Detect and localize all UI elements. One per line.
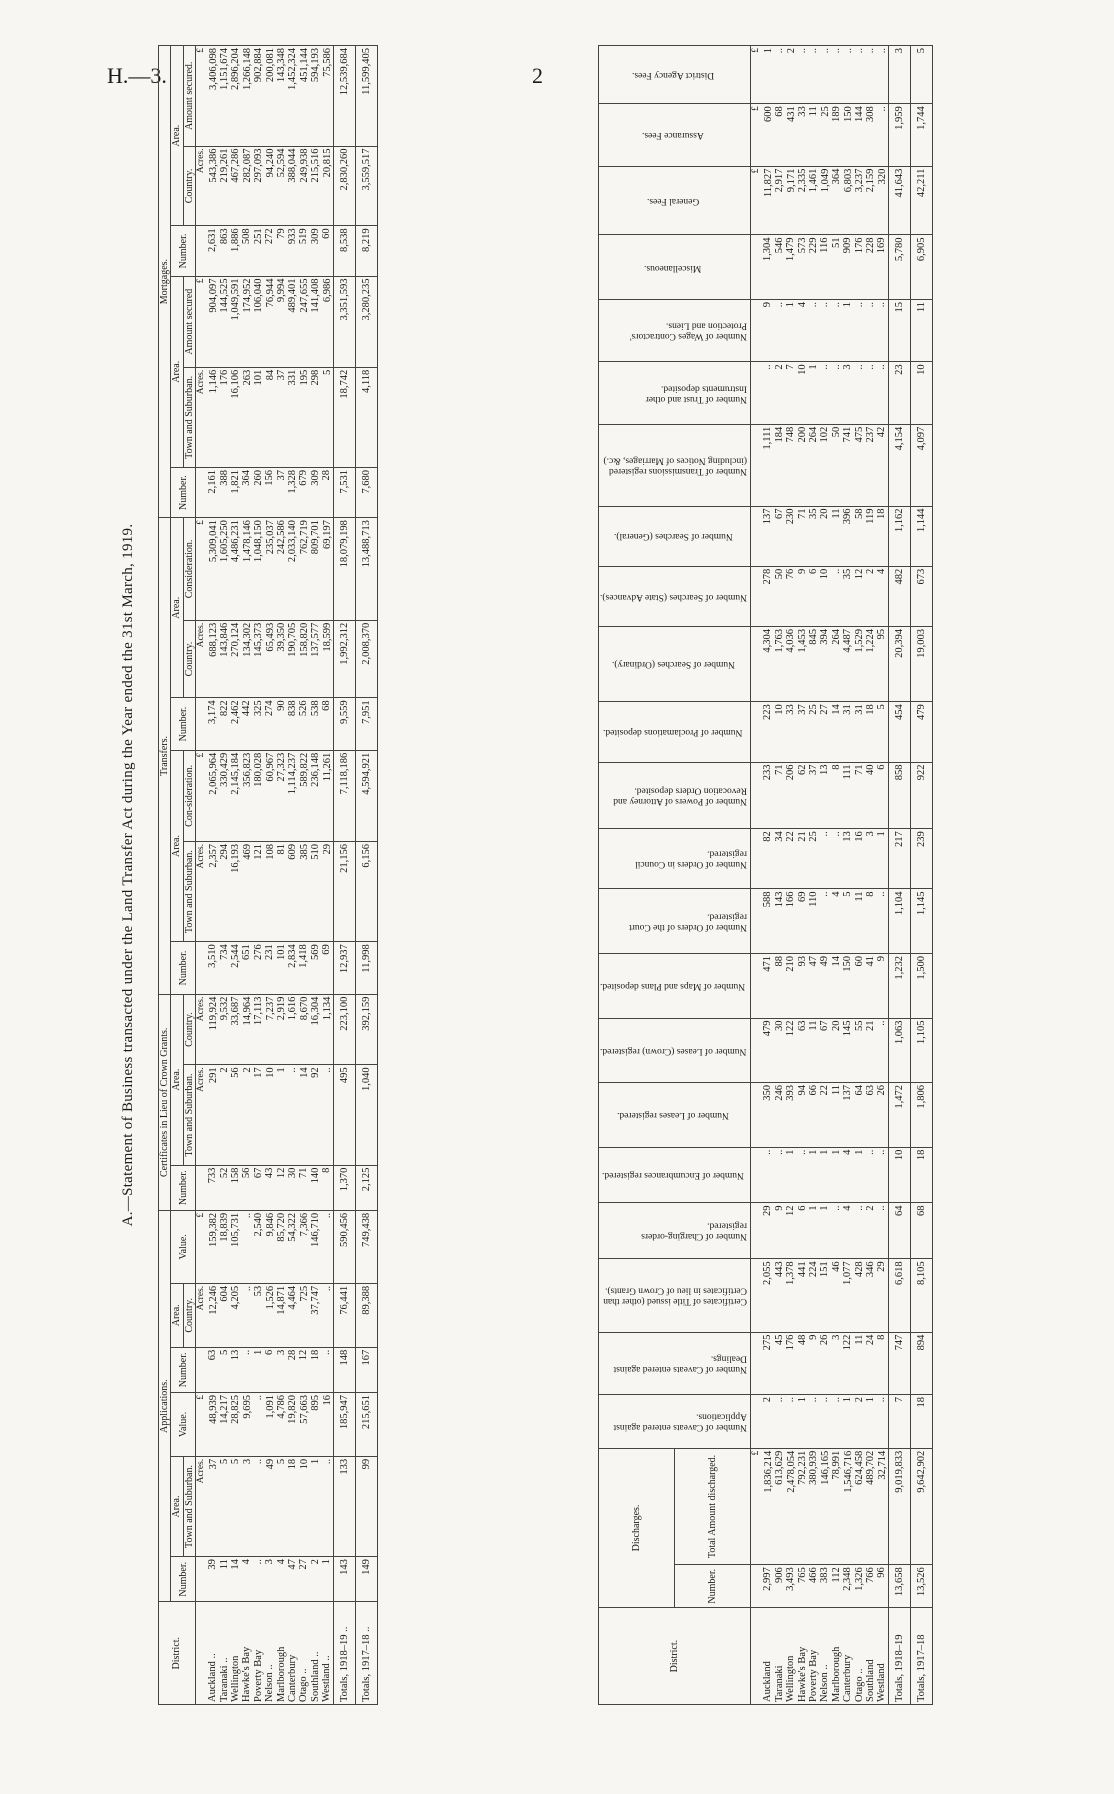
column-cell: 3,510 734 2,544 651 276 231 101 2,834 1,418 569 69 [196, 942, 334, 994]
column-cell: £ 11,827 2,917 9,171 2,335 1,461 1,049 364 6,803 3,237 2,159 320 [751, 166, 889, 235]
total-cell: 4,154 [889, 424, 911, 506]
tr-consideration2-header: Consideration. [183, 518, 195, 621]
discharge-number-header: Number. [675, 1565, 751, 1608]
col-header: Number of Orders of the Court registered. [599, 889, 751, 954]
total-cell: 9,642,902 [911, 1448, 933, 1564]
cert-area-header: Area. [171, 994, 183, 1165]
total-cell: 673 [911, 566, 933, 626]
col-header: Number of Wages Contractors' Protection and Liens. [599, 300, 751, 362]
col-header: Number of Searches (State Advances). [599, 566, 751, 626]
mo-number-header: Number. [171, 467, 196, 517]
column-cell: £ 5,309,041 1,605,250 4,486,231 1,478,146 1,048,150 235,037 242,586 2,033,140 762,719 809,701 69,197 [196, 518, 334, 621]
total-cell: 18 [911, 1147, 933, 1203]
district-header: District. [599, 1608, 751, 1705]
total-cell: 217 [889, 829, 911, 889]
column-cell: 63 5 13 .. 1 6 3 28 12 18 .. [196, 1347, 334, 1392]
app-area2-header: Area. [171, 1283, 183, 1347]
col-header: Number of Leases registered. [599, 1083, 751, 1148]
page-number: 2 [532, 63, 543, 88]
total-cell: 590,456 [334, 1210, 356, 1283]
col-header: Certificates of Title issued (other than Certificates in lieu of Crown Grants). [599, 1259, 751, 1332]
total-cell: 239 [911, 829, 933, 889]
column-cell: 29 9 12 6 1 1 .. 4 .. 2 .. [751, 1203, 889, 1259]
cert-town-header: Town and Suburban. [183, 1065, 195, 1165]
mo-town-header: Town and Suburban. [183, 367, 195, 467]
total-cell: 454 [889, 702, 911, 762]
column-cell: 278 50 76 9 6 10 .. 35 12 2 4 [751, 566, 889, 626]
app-country-header: Country. [183, 1283, 195, 1347]
total-cell: 6,156 [356, 841, 378, 941]
cert-number-header: Number. [171, 1165, 196, 1210]
app-number-header: Number. [171, 1557, 196, 1602]
transfer-statement-table [158, 45, 378, 1705]
total-cell: 10 [911, 362, 933, 424]
tr-town-header: Town and Suburban. [183, 841, 195, 941]
col-header: Number of Searches (Ordinary). [599, 627, 751, 702]
column-cell: £ 48,939 14,217 28,825 9,695 .. 1,091 4,786 19,820 57,663 895 16 [196, 1393, 334, 1457]
miscellaneous-business-table [598, 45, 933, 1705]
total-cell: 167 [356, 1347, 378, 1392]
total-cell: 922 [911, 762, 933, 829]
col-header: Assurance Fees. [599, 104, 751, 166]
total-cell: 9,019,833 [889, 1448, 911, 1564]
app-value-header: Value. [171, 1393, 196, 1457]
col-header: Number of Maps and Plans deposited. [599, 953, 751, 1018]
total-cell: 10 [889, 1147, 911, 1203]
column-cell: 9 .. 1 4 .. .. .. 1 .. .. .. [751, 300, 889, 362]
total-cell: 8,538 [334, 226, 356, 276]
total-cell: 223,100 [334, 994, 356, 1065]
total-cell: 149 [356, 1557, 378, 1602]
total-cell: 479 [911, 702, 933, 762]
totals-row-1918 [356, 46, 378, 1705]
total-cell: 12,937 [334, 942, 356, 994]
column-cell: .. .. 1 .. 1 1 1 4 1 .. .. [751, 1147, 889, 1203]
column-cell: 2,055 443 1,378 441 224 151 46 1,077 428 346 29 [751, 1259, 889, 1332]
total-cell: 143 [334, 1557, 356, 1602]
district-list: Auckland Taranaki Wellington Hawke's Bay Poverty Bay Nelson .. Marlborough Canterbury Otago .. Southland Westland [751, 1608, 889, 1705]
column-cell: £ 904,097 144,525 1,049,591 174,952 106,040 76,944 9,994 489,401 247,655 141,408 6,986 [196, 276, 334, 367]
col-header: Miscellaneous. [599, 235, 751, 300]
column-cell: £ 600 68 431 33 11 25 189 150 144 308 .. [751, 104, 889, 166]
discharges-header: Discharges. [599, 1448, 675, 1607]
column-cell: £ 3,406,098 1,151,674 2,896,204 1,266,148 902,884 200,081 143,348 1,452,324 451,144 594,193 75,586 [196, 46, 334, 147]
district-header: District. [159, 1602, 196, 1705]
total-cell: 1,370 [334, 1165, 356, 1210]
total-cell: 215,651 [356, 1393, 378, 1457]
total-cell: 2,008,370 [356, 620, 378, 698]
total-cell: 7,531 [334, 467, 356, 517]
total-cell: 18,742 [334, 367, 356, 467]
total-cell: 2,830,260 [334, 146, 356, 226]
total-cell: 5 [911, 46, 933, 104]
column-cell: Acres. 12,246 604 4,205 .. 53 1,526 14,871 4,464 725 37,747 .. [196, 1283, 334, 1347]
mo-area-header: Area. [171, 276, 183, 467]
col-header: Number of Encumbrances registered. [599, 1147, 751, 1203]
col-header: Number of Trust and other Instruments deposited. [599, 362, 751, 424]
column-cell: 350 246 393 94 66 22 11 137 64 63 26 [751, 1083, 889, 1148]
column-cell: Acres. 37 5 5 3 .. 49 5 18 10 1 .. [196, 1456, 334, 1556]
mo-amount-header: Amount secured [183, 276, 195, 367]
column-cell: 39 11 14 4 .. 3 4 47 27 2 1 [196, 1557, 334, 1602]
column-cell: 3,174 822 2,462 442 325 274 90 838 526 538 68 [196, 698, 334, 750]
total-cell: 12,539,684 [334, 46, 356, 147]
total-cell: 20,394 [889, 627, 911, 702]
column-cell: Acres. 1,146 176 16,106 263 101 84 37 331 195 298 5 [196, 367, 334, 467]
total-cell: 42,211 [911, 166, 933, 235]
total-cell: 749,438 [356, 1210, 378, 1283]
tr-area2-header: Area. [171, 518, 183, 698]
total-cell: 747 [889, 1332, 911, 1394]
col-header: Number of Caveats entered against Applications. [599, 1394, 751, 1448]
tr-number-header: Number. [171, 942, 196, 994]
col-header: Number of Proclamations deposited. [599, 702, 751, 762]
total-cell: 13,526 [911, 1565, 933, 1608]
col-header: Number of Transmissions registered (including Notices of Marriages, &c.) [599, 424, 751, 506]
total-cell: 64 [889, 1203, 911, 1259]
total-cell: 1,162 [889, 506, 911, 566]
total-cell: 894 [911, 1332, 933, 1394]
totals-row-1919 [334, 46, 356, 1705]
total-cell: 1,104 [889, 889, 911, 954]
total-cell: 1,806 [911, 1083, 933, 1148]
total-cell: 1,040 [356, 1065, 378, 1165]
total-cell: 68 [911, 1203, 933, 1259]
column-cell: 2,161 388 1,821 364 260 156 37 1,328 679 309 28 [196, 467, 334, 517]
total-cell: 11,599,405 [356, 46, 378, 147]
column-cell: 4,304 1,763 4,036 1,453 845 394 264 4,487 1,529 1,224 95 [751, 627, 889, 702]
mo-country-header: Country. [183, 146, 195, 226]
total-cell: 13,658 [889, 1565, 911, 1608]
total-cell: 1,145 [911, 889, 933, 954]
column-cell: 137 67 230 71 35 20 11 396 58 119 18 [751, 506, 889, 566]
total-cell: 1,105 [911, 1018, 933, 1083]
statement-title: A.—Statement of Business transacted under the Land Transfer Act during the Year ended the 31st March, 1919. [120, 523, 136, 1227]
column-cell: 2,997 906 3,493 765 466 383 112 2,348 1,326 766 96 [751, 1565, 889, 1608]
total-cell: 4,594,921 [356, 750, 378, 841]
total-cell: 133 [334, 1456, 356, 1556]
app-number2-header: Number. [171, 1347, 196, 1392]
column-cell: 223 10 33 37 25 27 14 31 31 18 5 [751, 702, 889, 762]
total-cell: 99 [356, 1456, 378, 1556]
column-cell: 733 52 158 56 67 43 12 30 71 140 8 [196, 1165, 334, 1210]
col-header: Number of Powers of Attorney and Revocation Orders deposited. [599, 762, 751, 829]
mo-area2-header: Area. [171, 46, 183, 226]
col-header: General Fees. [599, 166, 751, 235]
total-cell: 11,998 [356, 942, 378, 994]
total-cell: 1,744 [911, 104, 933, 166]
applications-header: Applications. [159, 1210, 171, 1601]
app-value2-header: Value. [171, 1210, 196, 1283]
column-cell: Acres. 543,386 219,261 467,286 282,087 297,093 94,240 52,594 388,044 249,938 215,516 20,815 [196, 146, 334, 226]
column-cell: .. 2 7 10 1 .. .. 3 .. .. .. [751, 362, 889, 424]
totals-label: Totals, 1918–19 [889, 1608, 911, 1705]
column-cell: 1,111 184 748 200 264 102 50 741 475 237 42 [751, 424, 889, 506]
app-area-header: Area. [171, 1456, 183, 1556]
column-cell: 1,304 546 1,479 573 229 116 51 909 176 228 169 [751, 235, 889, 300]
total-cell: 8,219 [356, 226, 378, 276]
column-cell: 2,631 863 1,886 508 251 272 79 933 519 309 60 [196, 226, 334, 276]
col-header: Number of Leases (Crown) registered. [599, 1018, 751, 1083]
column-cell: 471 88 210 93 47 49 14 150 60 41 9 [751, 953, 889, 1018]
total-cell: 3 [889, 46, 911, 104]
total-cell: 15 [889, 300, 911, 362]
col-header: Number of Caveats entered against Dealings. [599, 1332, 751, 1394]
total-cell: 148 [334, 1347, 356, 1392]
total-cell: 858 [889, 762, 911, 829]
total-cell: 3,559,517 [356, 146, 378, 226]
total-cell: 7 [889, 1394, 911, 1448]
total-cell: 4,097 [911, 424, 933, 506]
total-cell: 76,441 [334, 1283, 356, 1347]
total-cell: 1,144 [911, 506, 933, 566]
tr-area-header: Area. [171, 750, 183, 941]
total-cell: 1,992,312 [334, 620, 356, 698]
total-cell: 19,003 [911, 627, 933, 702]
column-cell: Acres. 688,123 143,846 270,124 134,302 145,373 65,493 39,350 190,705 158,820 137,577 18,599 [196, 620, 334, 698]
total-cell: 495 [334, 1065, 356, 1165]
column-cell: 588 143 166 69 110 .. 4 5 11 8 .. [751, 889, 889, 954]
district-list: Auckland .. Taranaki .. Wellington Hawke's Bay Poverty Bay Nelson .. Marlborough Canterbury Otago .. Southland .. Westland .. [196, 1602, 334, 1705]
mortgages-header: Mortgages. [159, 46, 171, 518]
total-cell: 6,618 [889, 1259, 911, 1332]
total-cell: 3,280,235 [356, 276, 378, 367]
totals-row-1919 [889, 46, 911, 1705]
total-cell: 89,388 [356, 1283, 378, 1347]
total-cell: 18 [911, 1394, 933, 1448]
column-cell: £ 159,382 18,839 105,731 .. 2,540 9,846 85,720 54,322 7,366 146,710 .. [196, 1210, 334, 1283]
totals-label: Totals, 1917–18 .. [356, 1602, 378, 1705]
mo-number2-header: Number. [171, 226, 196, 276]
app-town-header: Town and Suburban. [183, 1456, 195, 1556]
total-cell: 7,680 [356, 467, 378, 517]
total-cell: 1,959 [889, 104, 911, 166]
total-cell: 1,500 [911, 953, 933, 1018]
column-cell: 2 .. .. 1 .. .. .. 1 2 1 .. [751, 1394, 889, 1448]
column-cell: 275 45 176 48 9 26 3 122 11 24 8 [751, 1332, 889, 1394]
totals-label: Totals, 1917–18 [911, 1608, 933, 1705]
tr-country-header: Country. [183, 620, 195, 698]
total-cell: 482 [889, 566, 911, 626]
total-cell: 21,156 [334, 841, 356, 941]
total-cell: 18,079,198 [334, 518, 356, 621]
total-cell: 2,125 [356, 1165, 378, 1210]
total-cell: 4,118 [356, 367, 378, 467]
col-header: Number of Charging-orders registered. [599, 1203, 751, 1259]
column-cell: Acres. 291 2 56 2 17 10 1 .. 14 92 .. [196, 1065, 334, 1165]
column-cell: Acres. 2,357 294 16,193 469 121 108 81 609 385 510 29 [196, 841, 334, 941]
total-cell: 5,780 [889, 235, 911, 300]
tr-consideration-header: Con-sideration. [183, 750, 195, 841]
total-cell: 1,232 [889, 953, 911, 1018]
column-cell: £ 2,065,964 330,429 2,145,184 356,823 180,028 60,967 27,323 1,114,237 589,822 236,148 11,261 [196, 750, 334, 841]
col-header: Number of Orders in Council registered. [599, 829, 751, 889]
cert-country-header: Country. [183, 994, 195, 1065]
total-cell: 185,947 [334, 1393, 356, 1457]
total-cell: 6,905 [911, 235, 933, 300]
total-cell: 1,063 [889, 1018, 911, 1083]
column-cell: Acres. 119,924 9,532 33,687 14,964 17,113 7,237 2,919 1,616 8,670 16,304 1,134 [196, 994, 334, 1065]
mo-amount2-header: Amount secured. [183, 46, 195, 147]
column-cell: 82 34 22 21 25 .. .. 13 16 3 1 [751, 829, 889, 889]
total-cell: 41,643 [889, 166, 911, 235]
total-cell: 13,488,713 [356, 518, 378, 621]
total-cell: 8,105 [911, 1259, 933, 1332]
total-cell: 11 [911, 300, 933, 362]
total-cell: 1,472 [889, 1083, 911, 1148]
transfers-header: Transfers. [159, 518, 171, 995]
tr-number2-header: Number. [171, 698, 196, 750]
certificates-header: Certificates in Lieu of Crown Grants. [159, 994, 171, 1210]
column-cell: 233 71 206 62 37 13 8 111 71 40 6 [751, 762, 889, 829]
total-cell: 392,159 [356, 994, 378, 1065]
column-cell: £ 1,836,214 613,629 2,478,054 792,231 380,939 146,165 78,991 1,546,716 624,458 489,702 32,714 [751, 1448, 889, 1564]
header-code: H.—3. [107, 63, 167, 88]
col-header: District Agency Fees. [599, 46, 751, 104]
discharge-total-header: Total Amount discharged. [675, 1448, 751, 1564]
total-cell: 23 [889, 362, 911, 424]
total-cell: 7,118,186 [334, 750, 356, 841]
total-cell: 9,559 [334, 698, 356, 750]
col-header: Number of Searches (General). [599, 506, 751, 566]
rotated-statement [120, 45, 950, 1705]
column-cell: 479 30 122 63 11 67 20 145 55 21 .. [751, 1018, 889, 1083]
totals-label: Totals, 1918–19 .. [334, 1602, 356, 1705]
column-cell: £ 1 .. 2 .. .. .. .. .. .. .. .. [751, 46, 889, 104]
total-cell: 3,351,593 [334, 276, 356, 367]
totals-row-1918 [911, 46, 933, 1705]
total-cell: 7,951 [356, 698, 378, 750]
